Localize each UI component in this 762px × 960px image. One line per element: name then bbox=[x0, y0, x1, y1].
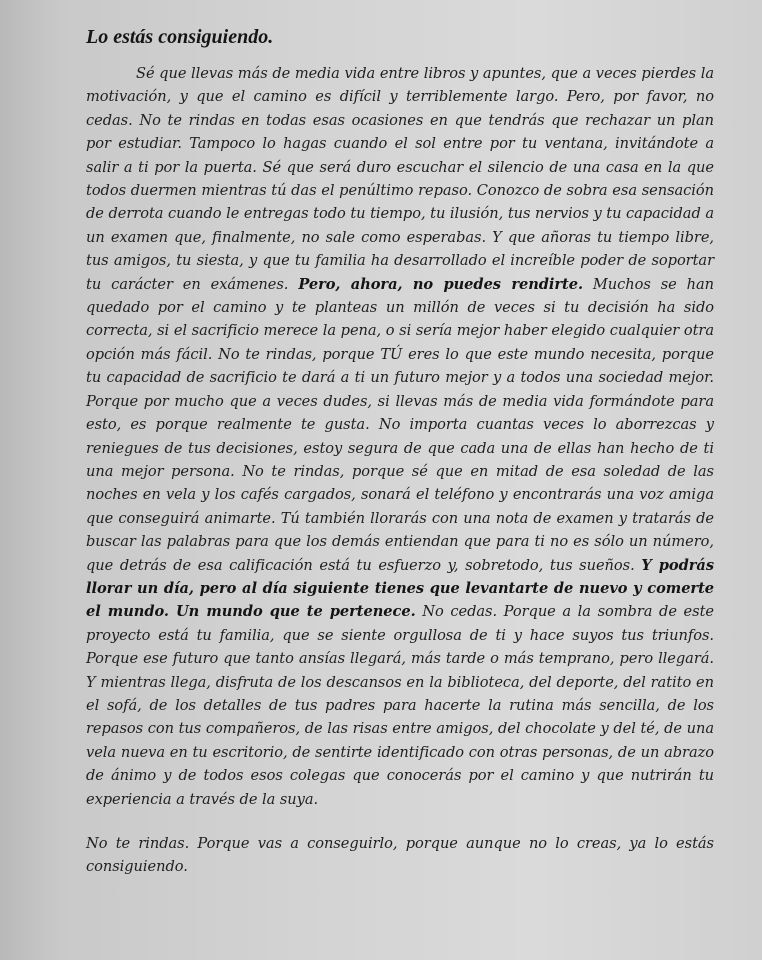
paragraph-segment: Sé que llevas más de media vida entre libros y apuntes, que a veces pierdes la motivación, y que el camino es difícil y terriblemente largo. Pero, por favor, no cedas. No te rindas en todas esas ocasiones en que tendrás que rechazar un plan por estudiar. Tampoco lo hagas cuando el sol entre por tu ventana, invitándote a salir a ti por la puerta. Sé que será duro escuchar el silencio de una casa en la que todos duermen mientras tú das el penúltimo repaso. Conozco de sobra esa sensación de derrota cuando le entregas todo tu tiempo, tu ilusión, tus nervios y tu capacidad a un examen que, finalmente, no sale como esperabas. Y que añoras tu tiempo libre, tus amigos, tu siesta, y que tu familia ha desarrollado el increíble poder de soportar tu carácter en exámenes. bbox=[86, 65, 714, 293]
emphasis-segment: Y podrás llorar un día, pero al día siguiente tienes que levantarte de nuevo y comerte el mundo. Un mundo que te pertenece. bbox=[86, 556, 714, 621]
emphasis-segment: Pero, ahora, no puedes rendirte. bbox=[298, 275, 583, 293]
document-title: Lo estás consiguiendo. bbox=[86, 26, 274, 48]
closing-paragraph: No te rindas. Porque vas a conseguirlo, porque aunque no lo creas, ya lo estás consiguiendo. bbox=[86, 835, 714, 876]
paragraph-segment: No cedas. Porque a la sombra de este proyecto está tu familia, que se siente orgullosa de ti y hace suyos tus triunfos. Porque ese futuro que tanto ansías llegará, más tarde o más temprano, pero llegará. Y mientras llega, disfruta de los descansos en la biblioteca, del deporte, del ratito en el sofá, de los detalles de tus padres para hacerte la rutina más sencilla, de los repasos con tus compañeros, de las risas entre amigos, del chocolate y del té, de una vela nueva en tu escritorio, de sentirte identificado con otras personas, de un abrazo de ánimo y de todos esos colegas que conocerás por el camino y que nutrirán tu experiencia a través de la suya. bbox=[86, 603, 714, 808]
paragraph-segment: Muchos se han quedado por el camino y te planteas un millón de veces si tu decisión ha sido correcta, si el sacrificio merece la pena, o si sería mejor haber elegido cualquier otra opción más fácil. No te rindas, porque TÚ eres lo que este mundo necesita, porque tu capacidad de sacrificio te dará a ti un futuro mejor y a todos una sociedad mejor. Porque por mucho que a veces dudes, si llevas más de media vida formándote para esto, es porque realmente te gusta. No importa cuantas veces lo aborrezcas y reniegues de tus decisiones, estoy segura de que cada una de ellas han hecho de ti una mejor persona. No te rindas, porque sé que en mitad de esa soledad de las noches en vela y los cafés cargados, sonará el teléfono y encontrarás una voz amiga que conseguirá animarte. Tú también llorarás con una nota de examen y tratarás de buscar las palabras para que los demás entiendan que para ti no es sólo un número, que detrás de esa calificación está tu esfuerzo y, sobretodo, tus sueños. bbox=[86, 275, 714, 574]
body-paragraph bbox=[86, 62, 714, 811]
